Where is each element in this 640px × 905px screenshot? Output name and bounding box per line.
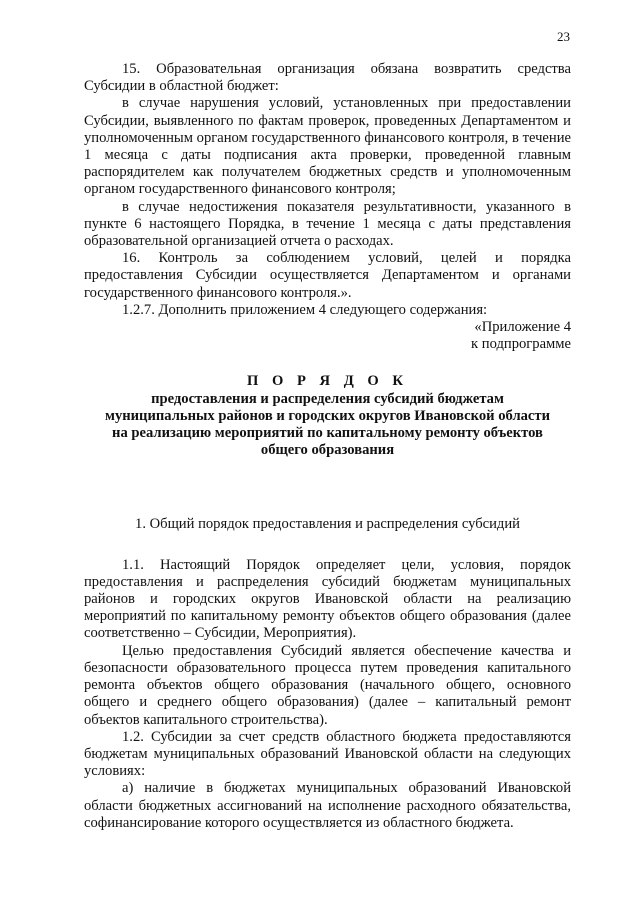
document-subtitle-line-1: предоставления и распределения субсидий бюджетам bbox=[151, 390, 504, 407]
paragraph-condition-a: а) наличие в бюджетах муниципальных образований Ивановской области бюджетных ассигнований на исполнение расходного обязательства, софинансирование которого осуществляется из областного бюджета. bbox=[84, 780, 571, 831]
paragraph-16: 16. Контроль за соблюдением условий, целей и порядка предоставления Субсидии осуществляется Департаментом и органами государственного финансового контроля.». bbox=[84, 250, 571, 301]
paragraph-violation-case: в случае нарушения условий, установленных при предоставлении Субсидии, выявленного по фактам проверок, проведенных Департаментом и уполномоченным органом государственного финансового контроля, в течение 1 месяца с даты подписания акта проверки, проведенной главным распорядителем как получателем бюджетных средств и уполномоченным органом государственного финансового контроля; bbox=[84, 95, 571, 198]
paragraph-purpose: Целью предоставления Субсидий является обеспечение качества и безопасности образовательного процесса путем проведения капитального ремонта объектов общего образования (начального общего, основного общего и среднего общего образования) (далее – капитальный ремонт объектов капитального строительства). bbox=[84, 642, 571, 728]
page-number: 23 bbox=[557, 29, 570, 44]
paragraph-1-2: 1.2. Субсидии за счет средств областного бюджета предоставляются бюджетам муниципальных образований Ивановской области на следующих условиях: bbox=[84, 728, 571, 780]
section-heading: 1. Общий порядок предоставления и распределения субсидий bbox=[135, 516, 520, 533]
appendix-label: «Приложение 4 bbox=[474, 319, 571, 336]
document-subtitle-line-3: на реализацию мероприятий по капитальному ремонту объектов bbox=[112, 425, 543, 442]
document-body bbox=[84, 61, 571, 832]
paragraph-nonachievement-case: в случае недостижения показателя результативности, указанного в пункте 6 настоящего Порядка, в течение 1 месяца с даты представления образовательной организацией отчета о расходах. bbox=[84, 198, 571, 250]
document-subtitle-line-4: общего образования bbox=[260, 442, 395, 459]
paragraph-1-1: 1.1. Настоящий Порядок определяет цели, условия, порядок предоставления и распределения субсидий бюджетам муниципальных районов и городских округов Ивановской области на реализацию мероприятий по капитальному ремонту объектов общего образования (далее соответственно – Субсидии, Мероприятия). bbox=[84, 556, 571, 642]
paragraph-1-2-7: 1.2.7. Дополнить приложением 4 следующего содержания: bbox=[122, 301, 488, 318]
document-subtitle-line-2: муниципальных районов и городских округов Ивановской области bbox=[105, 407, 550, 424]
document-title: П О Р Я Д О К bbox=[246, 373, 409, 390]
paragraph-15: 15. Образовательная организация обязана возвратить средства Субсидии в областной бюджет: bbox=[84, 61, 571, 95]
appendix-sublabel: к подпрограмме bbox=[471, 336, 571, 353]
